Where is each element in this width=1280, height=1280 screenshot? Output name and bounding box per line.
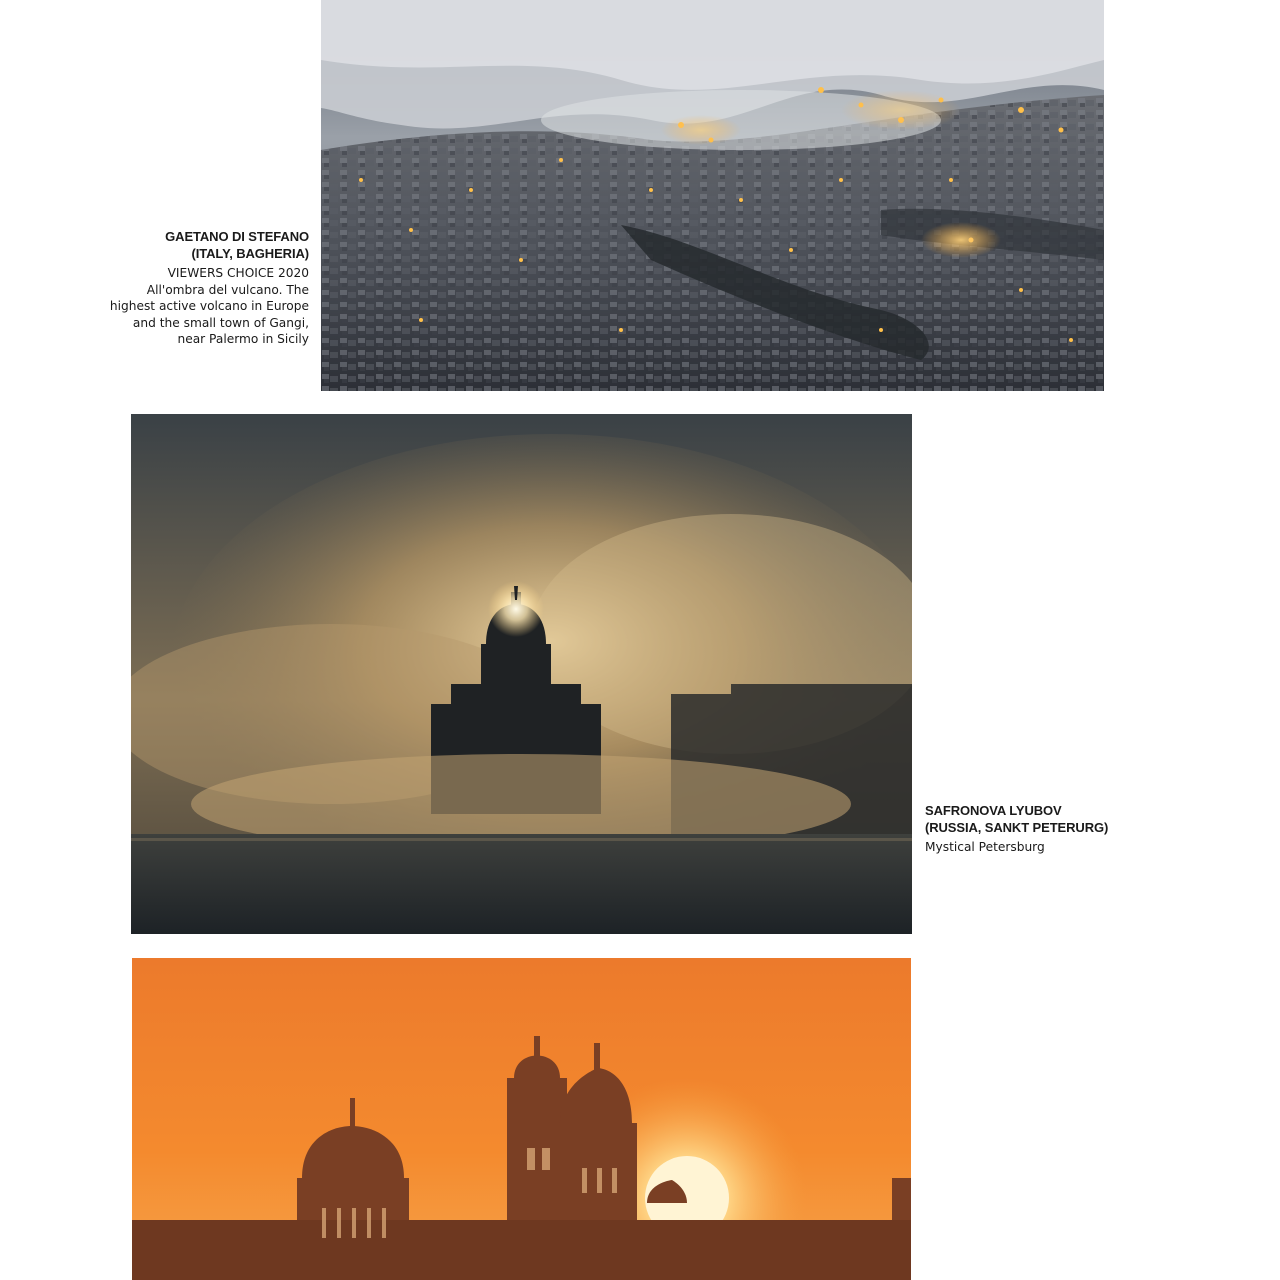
caption-safronova-lyubov: [925, 803, 1155, 856]
caption-gaetano-di-stefano: [90, 229, 309, 348]
description-line: highest active volcano in Europe: [109, 299, 309, 314]
description-line: All'ombra del vulcano. The: [146, 282, 309, 297]
photo-mystical-petersburg-image: [131, 414, 912, 934]
photo-hillside-town-image: [321, 0, 1104, 391]
author-name: SAFRONOVA LYUBOV: [925, 803, 1062, 818]
author-location: (RUSSIA, SANKT PETERURG): [925, 819, 1109, 835]
photo-description: [90, 265, 309, 348]
photo-sunset-domes-image: [132, 958, 911, 1280]
photo-sunset-domes: [132, 958, 911, 1280]
award-label: VIEWERS CHOICE 2020: [167, 266, 309, 280]
author-name: GAETANO DI STEFANO: [165, 229, 309, 244]
author-location: (ITALY, BAGHERIA): [191, 245, 309, 261]
photo-title: Mystical Petersburg: [925, 840, 1045, 854]
photo-hillside-town: [321, 0, 1104, 391]
description-line: near Palermo in Sicily: [177, 332, 309, 347]
description-line: and the small town of Gangi,: [132, 315, 309, 330]
photo-mystical-petersburg: [131, 414, 912, 934]
